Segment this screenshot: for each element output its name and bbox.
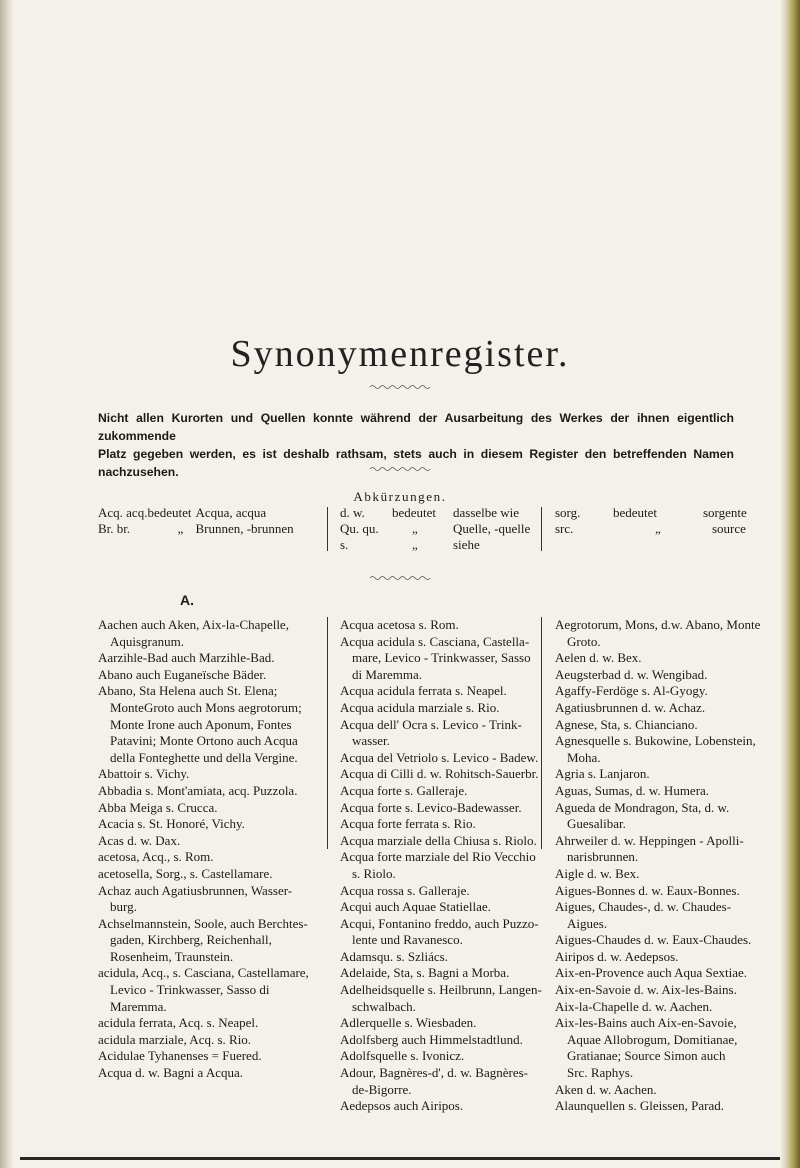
entry-continuation-line: Maremma. xyxy=(110,998,167,1014)
register-entry: acidula marziale, Acq. s. Rio. xyxy=(98,1031,252,1047)
entry-continuation-line: Aquae Allobrogum, Domitianae, xyxy=(567,1031,738,1047)
register-entry: Aeugsterbad d. w. Wengibad. xyxy=(555,666,708,682)
register-entry: Aegrotorum, Mons, d.w. Abano, Monte xyxy=(555,617,761,632)
abbreviation: d. w. xyxy=(340,505,365,520)
abbreviation-verb: „ xyxy=(655,521,661,536)
register-entry: Aix-la-Chapelle d. w. Aachen. xyxy=(555,998,713,1014)
entry-continuation-line: burg. xyxy=(110,899,137,915)
register-entry: Aachen auch Aken, Aix-la-Chapelle, xyxy=(98,617,289,632)
register-entry: Aguas, Sumas, d. w. Humera. xyxy=(555,782,710,798)
page-bottom-rule xyxy=(20,1157,780,1160)
ornament-squiggle xyxy=(370,384,430,390)
abbreviation-row xyxy=(98,505,294,521)
register-entry: Abano, Sta Helena auch St. Elena; xyxy=(98,683,278,699)
abbreviation-meaning: sorgente xyxy=(703,505,747,520)
abbreviation: src. xyxy=(555,521,574,536)
register-entry: Agnese, Sta, s. Chianciano. xyxy=(555,716,698,732)
register-entry: Acqua forte s. Galleraje. xyxy=(340,782,468,798)
entry-continuation-line: di Maremma. xyxy=(352,666,423,682)
abbreviation-meaning: Quelle, -quelle xyxy=(453,521,531,536)
ornament-squiggle xyxy=(370,575,430,581)
register-entry: Agueda de Mondragon, Sta, d. w. xyxy=(555,799,730,815)
entry-continuation-line: Rosenheim, Traunstein. xyxy=(110,948,234,964)
abbreviations-group xyxy=(98,505,294,537)
register-entry: Acqua rossa s. Galleraje. xyxy=(340,882,470,898)
register-entry: Aigues, Chaudes-, d. w. Chaudes- xyxy=(555,899,732,915)
register-entry: Airipos d. w. Aedepsos. xyxy=(555,948,679,964)
entry-continuation-line: Patavini; Monte Ortono auch Acqua xyxy=(110,733,298,749)
column-divider xyxy=(327,507,328,551)
entry-continuation-line: schwalbach. xyxy=(352,998,416,1014)
register-entry: Adelheidsquelle s. Heilbrunn, Langen- xyxy=(340,982,542,998)
register-entry: Acacia s. St. Honoré, Vichy. xyxy=(98,816,245,832)
entry-continuation-line: de-Bigorre. xyxy=(352,1081,412,1097)
register-entry: Abattoir s. Vichy. xyxy=(98,766,190,782)
abbreviations-group xyxy=(555,505,747,537)
entry-continuation-line: mare, Levico - Trinkwasser, Sasso xyxy=(352,650,531,666)
ornament-squiggle xyxy=(370,466,430,472)
abbreviation-verb: bedeutet xyxy=(392,505,437,520)
register-entry: Adelaide, Sta, s. Bagni a Morba. xyxy=(340,965,510,981)
register-entry: Agatiusbrunnen d. w. Achaz. xyxy=(555,699,706,715)
entry-continuation-line: lente und Ravanesco. xyxy=(352,932,463,948)
abbreviation-verb: bedeutet xyxy=(613,505,658,520)
register-column xyxy=(340,617,542,1115)
register-entry: Aix-en-Provence auch Aqua Sextiae. xyxy=(555,965,748,981)
register-entry: Acqua acidula marziale s. Rio. xyxy=(340,699,500,715)
entry-continuation-line: Levico - Trinkwasser, Sasso di xyxy=(110,982,270,998)
abbreviation-meaning: dasselbe wie xyxy=(453,505,520,520)
register-entry: Adolfsquelle s. Ivonicz. xyxy=(340,1048,465,1064)
entry-continuation-line: Groto. xyxy=(567,633,601,649)
abbreviation: Acq. acq. xyxy=(98,505,148,520)
entry-continuation-line: Src. Raphys. xyxy=(567,1065,634,1081)
register-entry: Abano auch Euganeïsche Bäder. xyxy=(98,666,267,682)
register-entry: Aigues-Chaudes d. w. Eaux-Chaudes. xyxy=(555,932,752,948)
register-entry: Aix-en-Savoie d. w. Aix-les-Bains. xyxy=(555,982,737,998)
register-entry: Acqua forte s. Levico-Badewasser. xyxy=(340,799,522,815)
abbreviation-row xyxy=(555,521,747,537)
register-entry: acidula ferrata, Acq. s. Neapel. xyxy=(98,1015,259,1031)
abbreviation-row xyxy=(555,505,747,521)
register-entry: Acqua marziale della Chiusa s. Riolo. xyxy=(340,832,537,848)
register-entry: Adour, Bagnères-d', d. w. Bagnères- xyxy=(340,1065,528,1081)
abbreviation-meaning: source xyxy=(712,521,746,536)
register-entry: Aken d. w. Aachen. xyxy=(555,1081,657,1097)
register-entry: Acqua del Vetriolo s. Levico - Badew. xyxy=(340,749,539,765)
register-entry: Ahrweiler d. w. Heppingen - Apolli- xyxy=(555,832,744,848)
abbreviation-meaning: Brunnen, -brunnen xyxy=(195,521,294,536)
column-divider xyxy=(541,507,542,551)
register-entry: Adolfsberg auch Himmelstadtlund. xyxy=(340,1031,523,1047)
register-entry: Acqua acidula ferrata s. Neapel. xyxy=(340,683,507,699)
entry-continuation-line: narisbrunnen. xyxy=(567,849,639,865)
entry-continuation-line: gaden, Kirchberg, Reichenhall, xyxy=(110,932,272,948)
abbreviations-heading: Abkürzungen. xyxy=(353,489,447,504)
entry-continuation-line: Monte Irone auch Aponum, Fontes xyxy=(110,716,292,732)
register-entry: Aedepsos auch Airipos. xyxy=(340,1098,464,1114)
register-entry: Achselmannstein, Soole, auch Berchtes- xyxy=(98,915,308,931)
column-divider xyxy=(541,617,542,849)
abbreviation-meaning: Acqua, acqua xyxy=(195,505,267,520)
register-entry: Acqua dell' Ocra s. Levico - Trink- xyxy=(340,716,522,732)
register-entry: Agnesquelle s. Bukowine, Lobenstein, xyxy=(555,733,756,749)
register-entry: Aix-les-Bains auch Aix-en-Savoie, xyxy=(555,1015,737,1031)
register-entry: Acqua forte marziale del Rio Vecchio xyxy=(340,849,536,865)
register-entry: Acqua forte ferrata s. Rio. xyxy=(340,816,476,832)
register-entry: Agria s. Lanjaron. xyxy=(555,766,650,782)
abbreviation: Br. br. xyxy=(98,521,131,536)
register-entry: Acqua acetosa s. Rom. xyxy=(340,617,459,632)
abbreviation-row xyxy=(340,521,530,537)
register-entry: acetosella, Sorg., s. Castellamare. xyxy=(98,865,273,881)
abbreviation-row xyxy=(340,505,530,521)
register-entry: Acas d. w. Dax. xyxy=(98,832,181,848)
entry-continuation-line: Aigues. xyxy=(567,915,608,931)
abbreviation-row xyxy=(98,521,294,537)
register-entry: acidula, Acq., s. Casciana, Castellamare, xyxy=(98,965,309,981)
abbreviation-verb: „ xyxy=(412,537,418,552)
register-entry: Acqui auch Aquae Statiellae. xyxy=(340,899,491,915)
entry-continuation-line: Guesalibar. xyxy=(567,816,626,832)
register-column xyxy=(98,617,309,1082)
abbreviation: Qu. qu. xyxy=(340,521,379,536)
entry-continuation-line: Moha. xyxy=(567,749,601,765)
entry-continuation-line: della Fonteghette und della Vergine. xyxy=(110,749,298,765)
register-entry: Agaffy-Ferdöge s. Al-Gyogy. xyxy=(555,683,708,699)
entry-continuation-line: MonteGroto auch Mons aegrotorum; xyxy=(110,699,302,715)
register-entry: Aigues-Bonnes d. w. Eaux-Bonnes. xyxy=(555,882,740,898)
intro-line: Nicht allen Kurorten und Quellen konnte während der Ausarbeitung des Werkes der ihnen eigentlich zukommende xyxy=(98,411,734,443)
abbreviation-verb: „ xyxy=(412,521,418,536)
register-entry: Aigle d. w. Bex. xyxy=(555,865,640,881)
register-entry: Acidulae Tyhanenses = Fuered. xyxy=(98,1048,262,1064)
entry-continuation-line: Aquisgranum. xyxy=(110,633,185,649)
page-edge-left xyxy=(0,0,14,1168)
abbreviation-row xyxy=(340,537,530,553)
register-entry: Adamsqu. s. Szliács. xyxy=(340,948,448,964)
register-entry: Acqui, Fontanino freddo, auch Puzzo- xyxy=(340,915,539,931)
abbreviation: sorg. xyxy=(555,505,581,520)
register-entry: Acqua di Cilli d. w. Rohitsch-Sauerbr. xyxy=(340,766,539,782)
entry-continuation-line: wasser. xyxy=(352,733,390,749)
abbreviation-verb: bedeutet xyxy=(147,505,192,520)
register-entry: Achaz auch Agatiusbrunnen, Wasser- xyxy=(98,882,293,898)
intro-line: Platz gegeben werden, es ist deshalb rathsam, stets auch in diesem Register den betreffenden Namen nachzusehen. xyxy=(98,447,734,479)
page-edge-right xyxy=(780,0,800,1168)
abbreviation-verb: „ xyxy=(177,521,184,536)
entry-continuation-line: s. Riolo. xyxy=(352,865,396,881)
register-entry: Aarzihle-Bad auch Marzihle-Bad. xyxy=(98,650,275,666)
register-entry: Acqua acidula s. Casciana, Castella- xyxy=(340,633,530,649)
register-entry: Abbadia s. Mont'amiata, acq. Puzzola. xyxy=(98,782,298,798)
register-entry: Abba Meiga s. Crucca. xyxy=(98,799,218,815)
page-title: Synonymenregister. xyxy=(230,333,570,375)
section-letter: A. xyxy=(180,592,194,608)
register-column xyxy=(555,617,765,1115)
register-entry: Acqua d. w. Bagni a Acqua. xyxy=(98,1065,244,1081)
column-divider xyxy=(327,617,328,849)
entry-continuation-line: Gratianae; Source Simon auch xyxy=(567,1048,726,1064)
abbreviation: s. xyxy=(340,537,349,552)
register-entry: Adlerquelle s. Wiesbaden. xyxy=(340,1015,477,1031)
register-entry: acetosa, Acq., s. Rom. xyxy=(98,849,214,865)
register-entry: Aelen d. w. Bex. xyxy=(555,650,642,666)
register-entry: Alaunquellen s. Gleissen, Parad. xyxy=(555,1098,724,1114)
abbreviations-group xyxy=(340,505,530,553)
abbreviation-meaning: siehe xyxy=(453,537,480,552)
